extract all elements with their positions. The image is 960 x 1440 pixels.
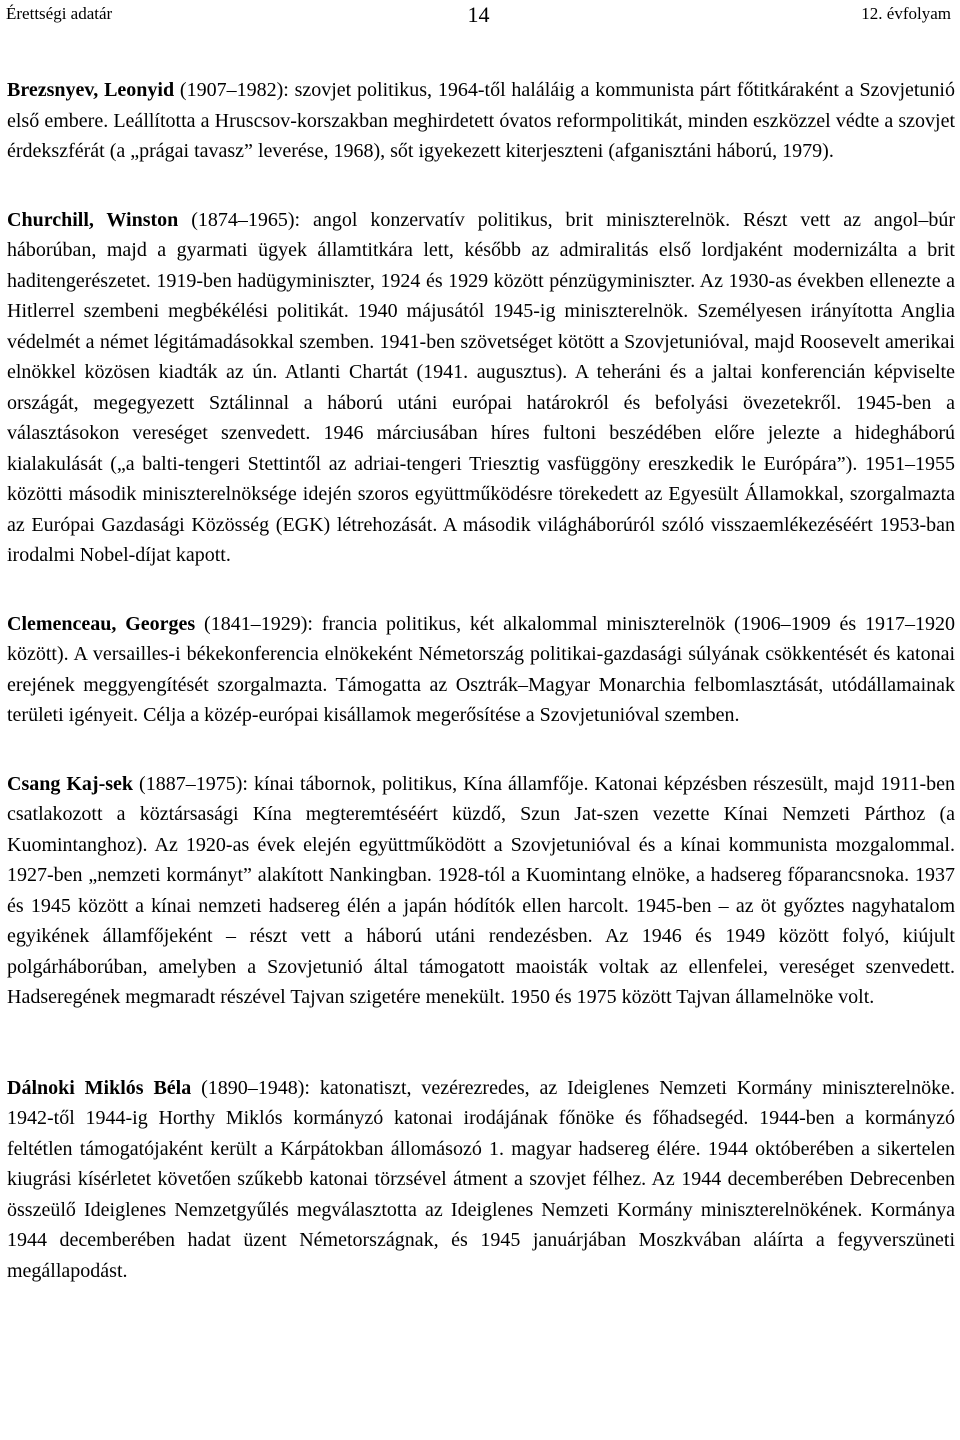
entry-brezsnyev: [7, 75, 955, 167]
entry-clemenceau: [7, 609, 955, 731]
header-subject-title: Érettségi adatár: [6, 4, 113, 23]
page-header: [6, 0, 951, 34]
entry-csang-kaj-sek: [7, 769, 955, 1013]
entry-text: (1874–1965): angol konzervatív politikus, brit miniszterelnök. Részt vett az angol–búr háborúban, majd a gyarmati ügyek államtitkára lett, később az admiralitás első lordjaként modernizálta a brit haditengerészetet. 1919-ben hadügyminiszter, 1924 és 1929 között pénzügyminiszter. Az 1930-as években ellenezte a Hitlerrel szembeni megbékélési politikát. 1940 májusától 1945-ig miniszterelnök. Személyesen irányította Anglia védelmét a német légitámadásokkal szemben. 1941-ben szövetséget kötött a Szovjetunióval, majd Roosevelt amerikai elnökkel közösen kiadták az ún. Atlanti Chartát (1941. augusztus). A teheráni és a jaltai konferencián képviselte országát, megegyezett Sztálinnal a háború utáni európai határokról és befolyási övezetekről. 1945-ben a választásokon vereséget szenvedett. 1946 márciusában híres fultoni beszédében előre jelezte a hidegháború kialakulását („a balti-tengeri Stettintől az adriai-tengeri Triesztig vasfüggöny ereszkedik le Európára”). 1951–1955 közötti második miniszterelnöksége idején szoros együttműködésre törekedett az Egyesült Államokkal, szorgalmazta az Európai Gazdasági Közösség (EGK) létrehozását. A második világháborúról szóló visszaemlékezéséért 1953-ban irodalmi Nobel-díjat kapott.: [7, 208, 955, 566]
entry-name: Dálnoki Miklós Béla: [7, 1076, 192, 1099]
entry-name: Clemenceau, Georges: [7, 612, 196, 635]
entry-name: Churchill, Winston: [7, 208, 179, 231]
header-grade-label: 12. évfolyam: [861, 4, 951, 23]
entry-name: Csang Kaj-sek: [7, 772, 134, 795]
entry-dalnoki-miklos-bela: [7, 1073, 955, 1287]
entry-text: (1841–1929): francia politikus, két alkalommal miniszterelnök (1906–1909 és 1917–1920 között). A versailles-i békekonferencia elnökeként Németország politikai-gazdasági súlyának csökkentését és katonai erejének meggyengítését szorgalmazta. Támogatta az Osztrák–Magyar Monarchia felbomlasztását, utódállamainak területi igényeit. Célja a közép-európai kisállamok megerősítése a Szovjetunióval szemben.: [7, 612, 956, 726]
entry-text: (1907–1982): szovjet politikus, 1964-től haláláig a kommunista párt főtitkáraként a Szovjetunió első embere. Leállította a Hruscsov-korszakban meghirdetett óvatos reformpolitikát, minden eszközzel védte a szovjet érdekszférát (a „prágai tavasz” leverése, 1968), sőt igyekezett kiterjeszteni (afganisztáni háború, 1979).: [7, 79, 955, 162]
entry-churchill: [7, 205, 955, 571]
entry-text: (1890–1948): katonatiszt, vezérezredes, az Ideiglenes Nemzeti Kormány miniszterelnöke. 1942-től 1944-ig Horthy Miklós kormányzó katonai irodájának főnöke és főhadsegéd. 1944-ben a kormányzó feltétlen támogatójaként került a Kárpátokban állomásozó 1. magyar hadsereg élére. 1944 októberében a sikertelen kiugrási kísérletet követően szűkebb katonai törzsével átment a szovjet félhez. Az 1944 decemberében Debrecenben összeülő Ideiglenes Nemzetgyűlés megválasztotta az Ideiglenes Nemzeti Kormány miniszterelnökének. Kormánya 1944 decemberében hadat üzent Németországnak, és 1945 januárjában Moszkvában aláírta a fegyverszüneti megállapodást.: [7, 1076, 955, 1282]
page-content: [7, 75, 955, 1286]
entry-name: Brezsnyev, Leonyid: [7, 79, 175, 101]
page-number: 14: [467, 2, 490, 27]
entry-text: (1887–1975): kínai tábornok, politikus, Kína államfője. Katonai képzésben részesült, majd 1911-ben csatlakozott a köztársasági Kína megteremtéséért küzdő, Szun Jat-szen vezette Kínai Nemzeti Párthoz (a Kuomintanghoz). Az 1920-as évek elején együttműködött a Szovjetunióval és a kínai kommunista mozgalommal. 1927-ben „nemzeti kormányt” alakított Nankingban. 1928-tól a Kuomintang elnöke, a hadsereg főparancsnoka. 1937 és 1945 között a kínai nemzeti hadsereg élén a japán hódítók ellen harcolt. 1945-ben – az öt győztes nagyhatalom egyikének államfőjeként – részt vett a háború utáni rendezésben. Az 1946 és 1949 között folyó, kiújult polgárháborúban, amelyben a Szovjetunió által támogatott maoisták voltak az ellenfelei, vereséget szenvedett. Hadseregének megmaradt részével Tajvan szigetére menekült. 1950 és 1975 között Tajvan államelnöke volt.: [7, 772, 955, 1008]
